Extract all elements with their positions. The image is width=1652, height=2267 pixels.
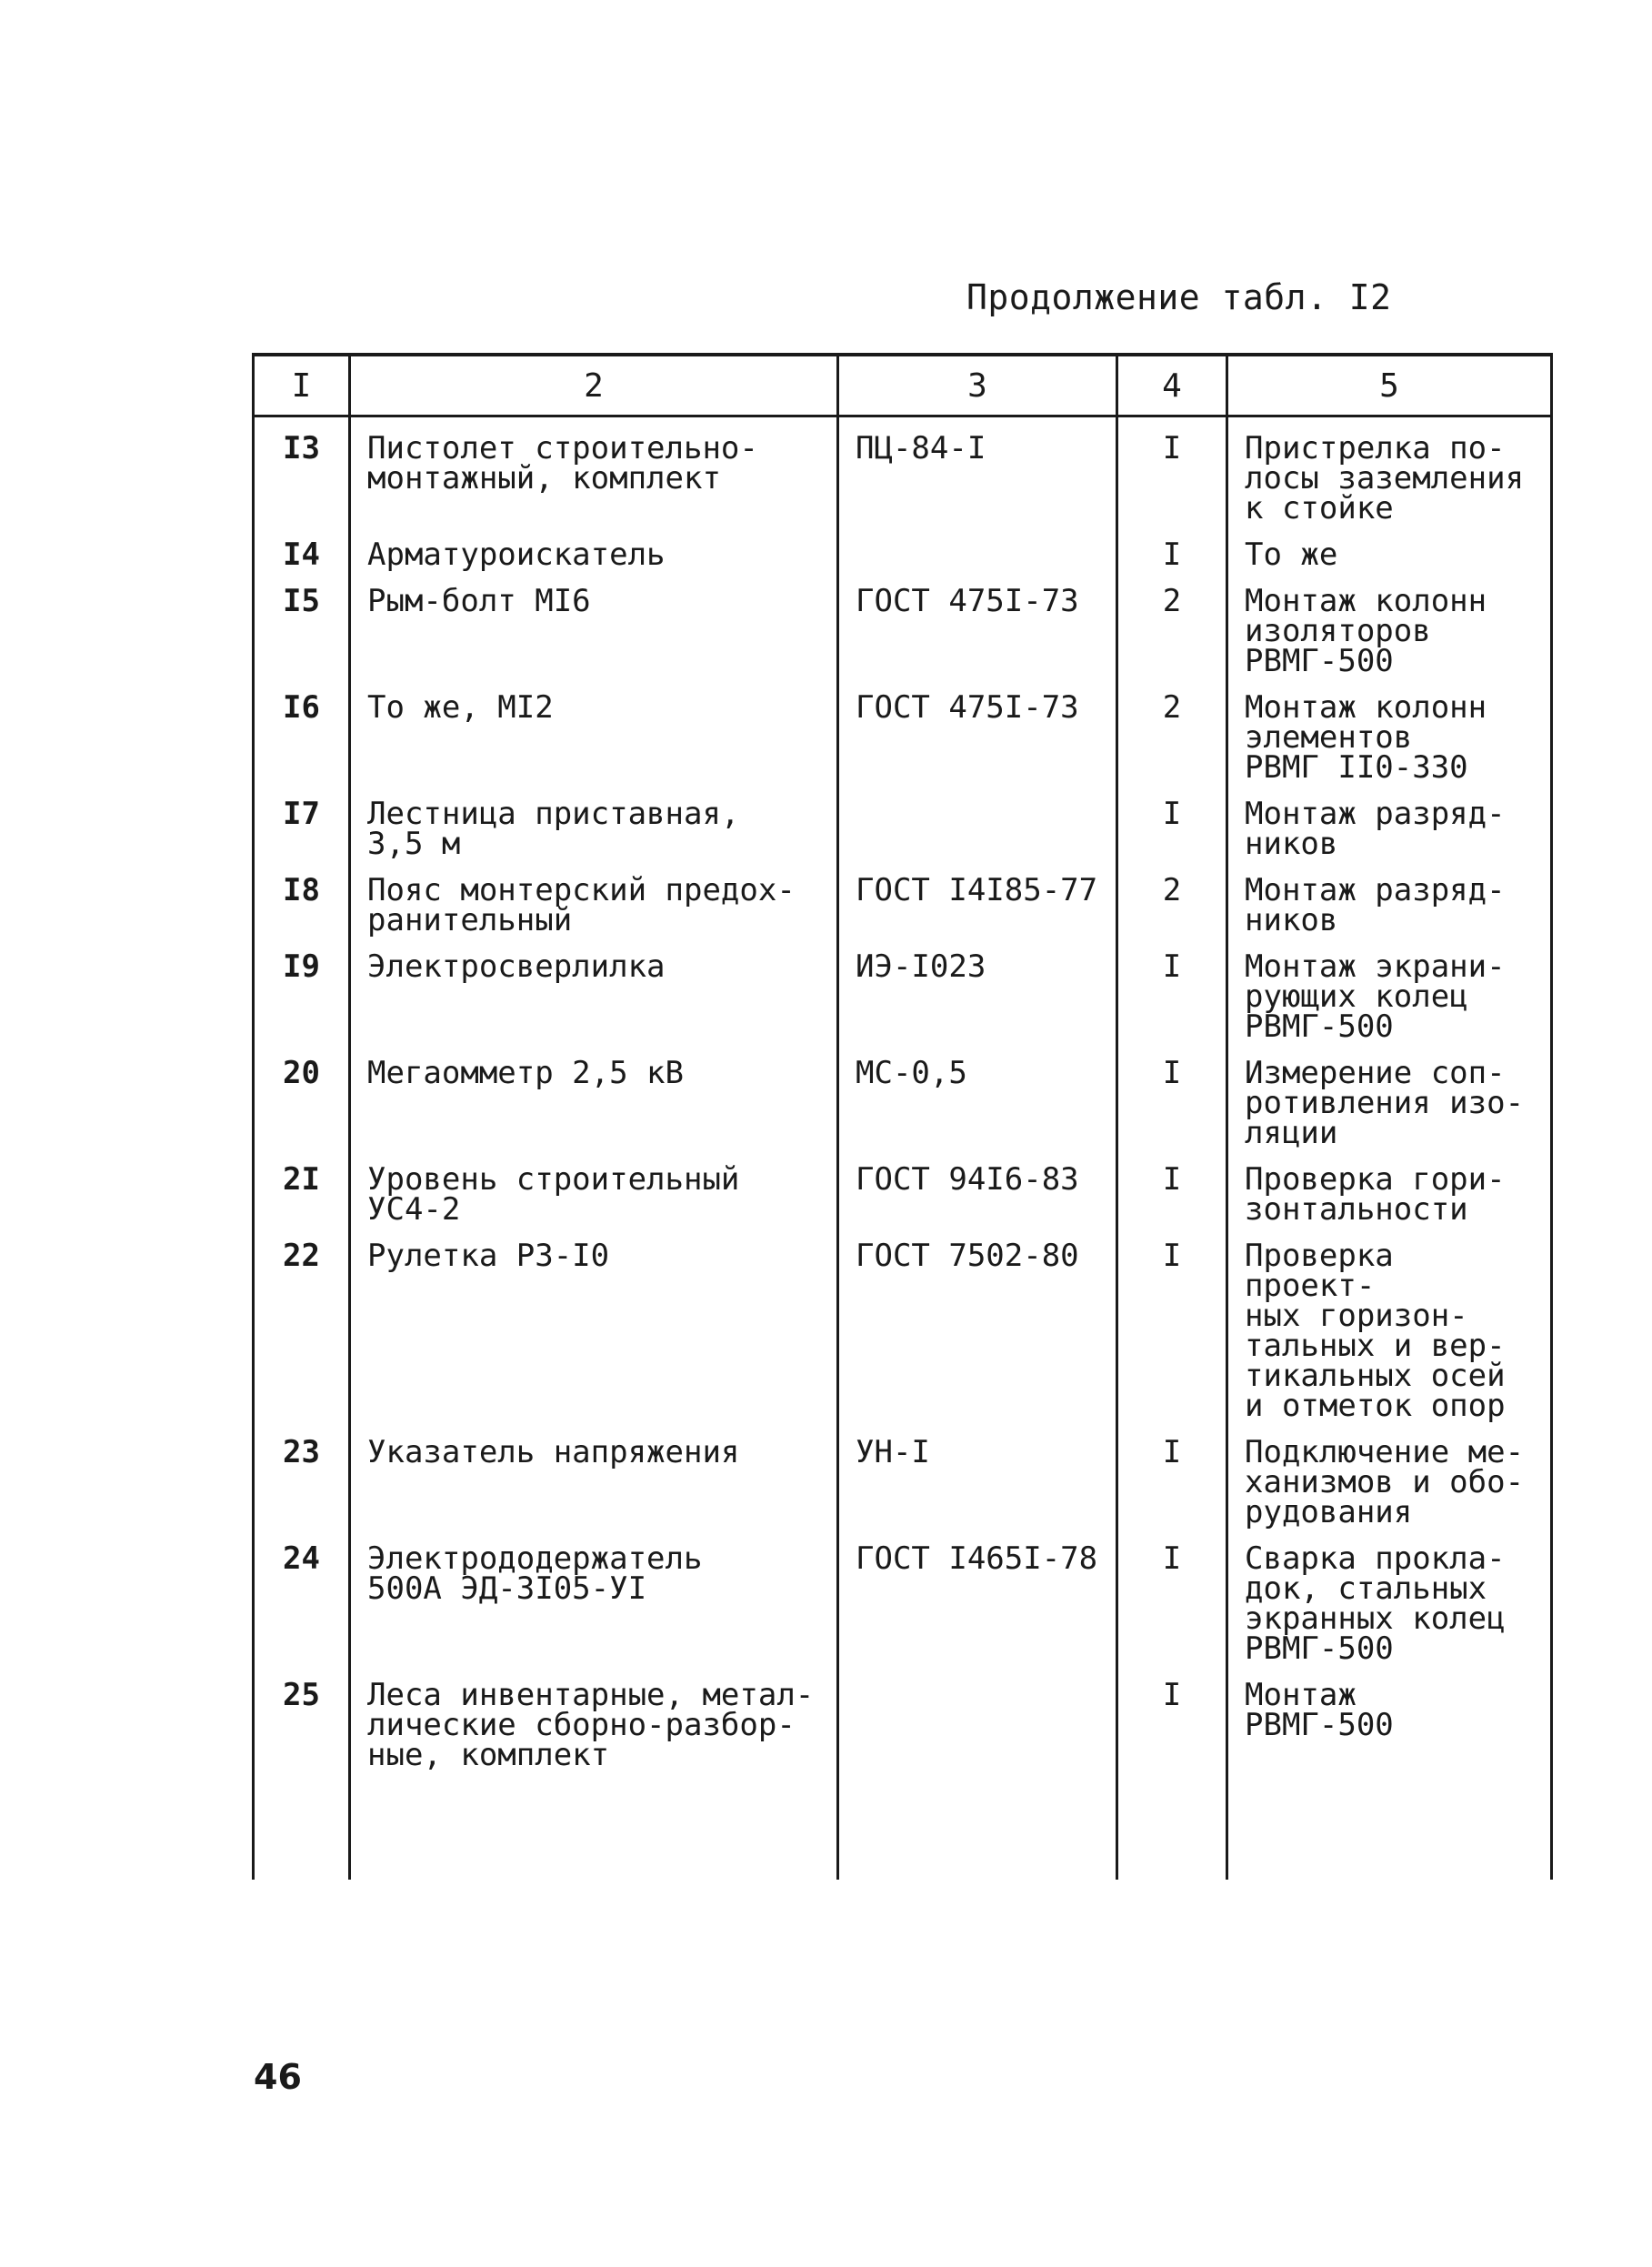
item-name: Арматуроискатель: [350, 524, 838, 570]
item-code: УН-I: [838, 1421, 1117, 1528]
column-header: 3: [838, 355, 1117, 416]
item-name: Указатель напряжения: [350, 1421, 838, 1528]
item-code: ИЭ-I023: [838, 936, 1117, 1042]
item-code: ПЦ-84-I: [838, 416, 1117, 525]
item-purpose: Монтаж разряд- ников: [1227, 783, 1552, 859]
item-quantity: I: [1117, 1225, 1227, 1421]
item-code: ГОСТ 475I-73: [838, 570, 1117, 677]
table-row: [254, 1528, 1552, 1664]
empty-cell: [838, 1770, 1117, 1880]
item-quantity: I: [1117, 783, 1227, 859]
item-name: Пояс монтерский предох- ранительный: [350, 859, 838, 936]
table-row: [254, 1664, 1552, 1770]
table-header-row: [254, 355, 1552, 416]
table-filler-row: [254, 1770, 1552, 1880]
item-name: Лестница приставная, 3,5 м: [350, 783, 838, 859]
empty-cell: [350, 1770, 838, 1880]
empty-cell: [1227, 1770, 1552, 1880]
row-number: I6: [254, 677, 350, 783]
table-row: [254, 783, 1552, 859]
item-code: [838, 524, 1117, 570]
item-name: Электросверлилка: [350, 936, 838, 1042]
row-number: 20: [254, 1042, 350, 1149]
item-code: ГОСТ I4I85-77: [838, 859, 1117, 936]
row-number: 23: [254, 1421, 350, 1528]
row-number: I5: [254, 570, 350, 677]
column-header: 2: [350, 355, 838, 416]
item-name: То же, MI2: [350, 677, 838, 783]
column-header: 5: [1227, 355, 1552, 416]
table-row: [254, 936, 1552, 1042]
item-code: ГОСТ I465I-78: [838, 1528, 1117, 1664]
item-quantity: I: [1117, 524, 1227, 570]
table-body: [254, 416, 1552, 1881]
item-name: Леса инвентарные, метал- лические сборно-разбор- ные, комплект: [350, 1664, 838, 1770]
item-quantity: I: [1117, 1664, 1227, 1770]
item-quantity: 2: [1117, 859, 1227, 936]
item-name: Мегаомметр 2,5 кВ: [350, 1042, 838, 1149]
row-number: I8: [254, 859, 350, 936]
item-code: ГОСТ 94I6-83: [838, 1149, 1117, 1225]
item-purpose: Монтаж колонн изоляторов РВМГ-500: [1227, 570, 1552, 677]
item-purpose: То же: [1227, 524, 1552, 570]
item-code: ГОСТ 475I-73: [838, 677, 1117, 783]
row-number: I4: [254, 524, 350, 570]
equipment-table: [252, 353, 1553, 1880]
table-row: [254, 416, 1552, 525]
empty-cell: [254, 1770, 350, 1880]
row-number: 24: [254, 1528, 350, 1664]
item-purpose: Монтаж РВМГ-500: [1227, 1664, 1552, 1770]
item-purpose: Сварка прокла- док, стальных экранных колец РВМГ-500: [1227, 1528, 1552, 1664]
item-quantity: I: [1117, 1042, 1227, 1149]
item-purpose: Монтаж разряд- ников: [1227, 859, 1552, 936]
item-quantity: I: [1117, 1528, 1227, 1664]
item-name: Электрододержатель 500А ЭД-3I05-УI: [350, 1528, 838, 1664]
row-number: I7: [254, 783, 350, 859]
item-purpose: Проверка гори- зонтальности: [1227, 1149, 1552, 1225]
table-row: [254, 677, 1552, 783]
column-header: I: [254, 355, 350, 416]
row-number: 22: [254, 1225, 350, 1421]
item-code: [838, 783, 1117, 859]
table-row: [254, 1421, 1552, 1528]
page-number: 46: [254, 2057, 302, 2097]
table-row: [254, 859, 1552, 936]
table-row: [254, 1149, 1552, 1225]
item-name: Рулетка Р3-I0: [350, 1225, 838, 1421]
item-name: Уровень строительный УС4-2: [350, 1149, 838, 1225]
table-row: [254, 524, 1552, 570]
item-quantity: I: [1117, 936, 1227, 1042]
item-purpose: Пристрелка по- лосы заземления к стойке: [1227, 416, 1552, 525]
item-quantity: I: [1117, 1149, 1227, 1225]
item-quantity: I: [1117, 1421, 1227, 1528]
item-purpose: Монтаж колонн элементов РВМГ II0-330: [1227, 677, 1552, 783]
column-header: 4: [1117, 355, 1227, 416]
item-quantity: I: [1117, 416, 1227, 525]
row-number: 25: [254, 1664, 350, 1770]
table-row: [254, 570, 1552, 677]
item-quantity: 2: [1117, 677, 1227, 783]
table-row: [254, 1225, 1552, 1421]
item-purpose: Измерение соп- ротивления изо- ляции: [1227, 1042, 1552, 1149]
table-caption: Продолжение табл. I2: [966, 277, 1392, 317]
row-number: I3: [254, 416, 350, 525]
item-name: Рым-болт MI6: [350, 570, 838, 677]
item-name: Пистолет строительно- монтажный, комплект: [350, 416, 838, 525]
item-purpose: Монтаж экрани- рующих колец РВМГ-500: [1227, 936, 1552, 1042]
empty-cell: [1117, 1770, 1227, 1880]
item-quantity: 2: [1117, 570, 1227, 677]
item-purpose: Проверка проект- ных горизон- тальных и вер- тикальных осей и отметок опор: [1227, 1225, 1552, 1421]
row-number: I9: [254, 936, 350, 1042]
item-code: МС-0,5: [838, 1042, 1117, 1149]
item-code: ГОСТ 7502-80: [838, 1225, 1117, 1421]
item-code: [838, 1664, 1117, 1770]
item-purpose: Подключение ме- ханизмов и обо- рудования: [1227, 1421, 1552, 1528]
row-number: 2I: [254, 1149, 350, 1225]
table-row: [254, 1042, 1552, 1149]
